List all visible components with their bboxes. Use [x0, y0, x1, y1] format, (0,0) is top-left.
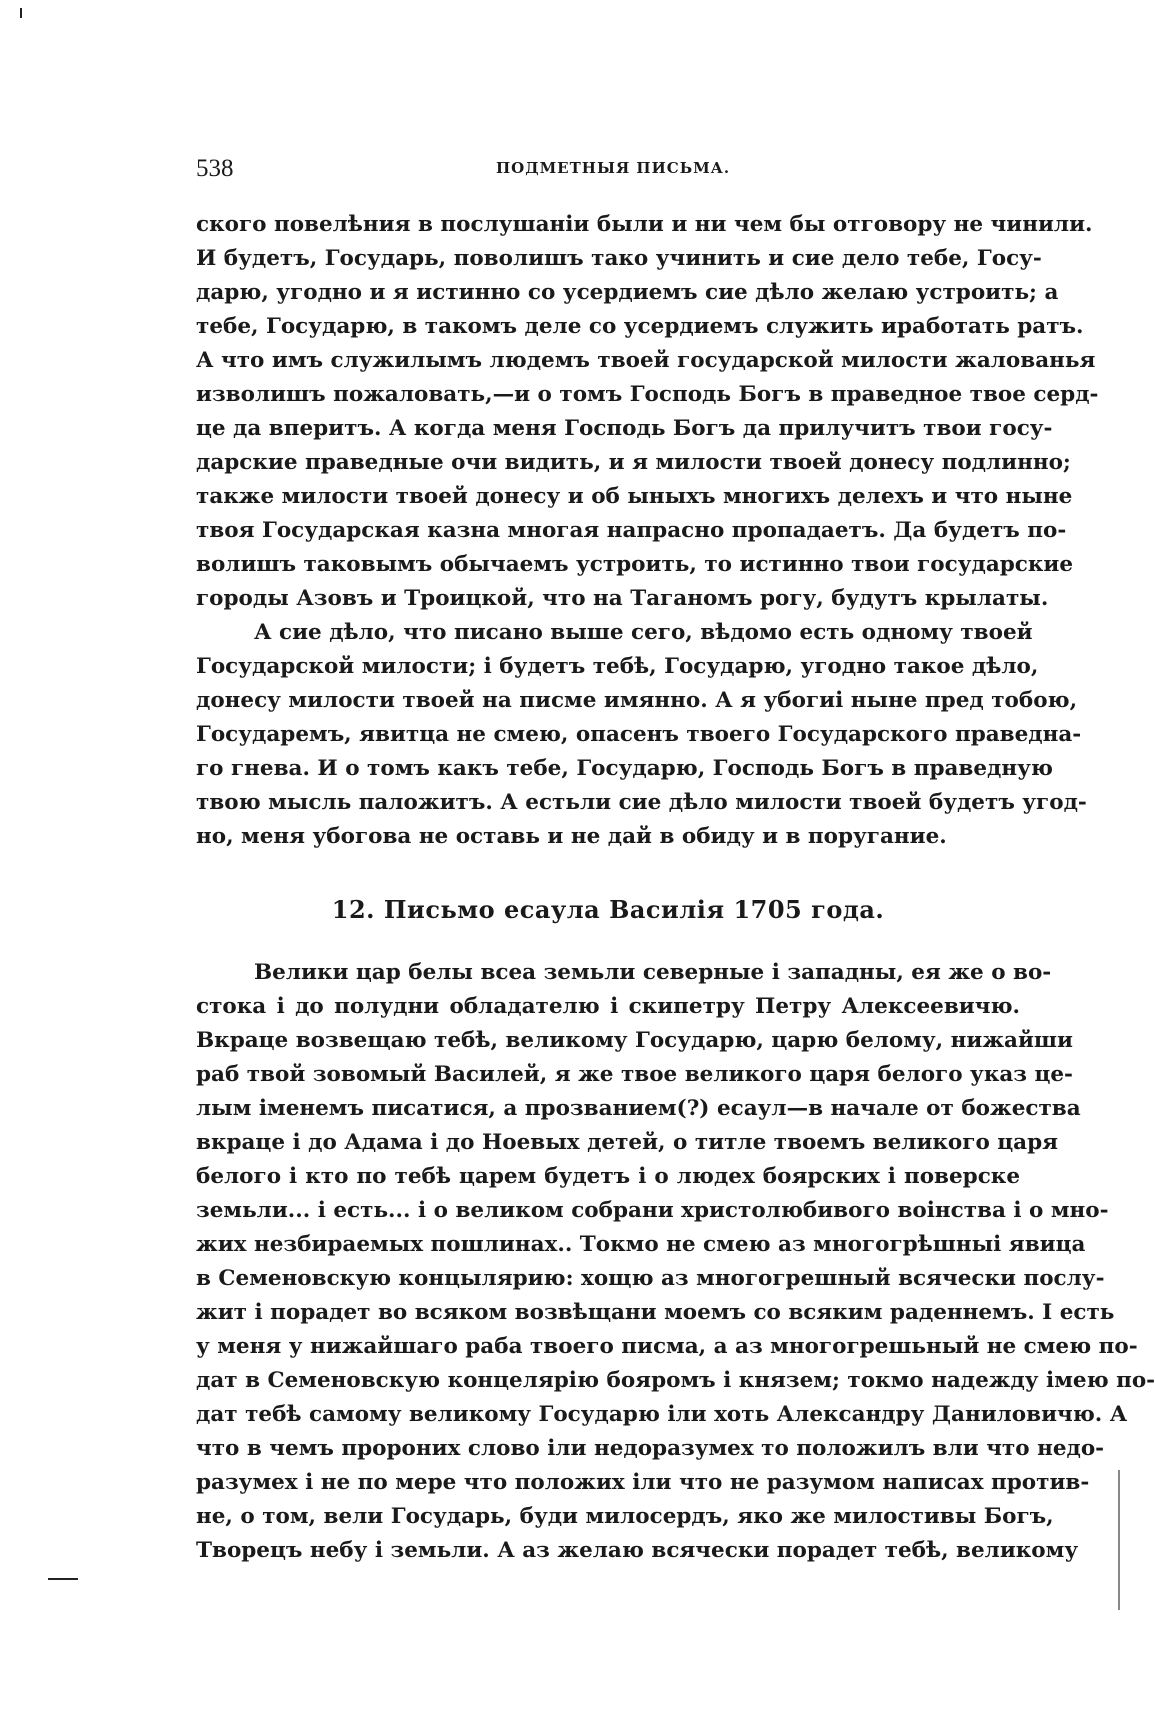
scan-mark — [20, 8, 22, 18]
page-header — [196, 155, 1020, 185]
text-line: раб твой зовомый Василей, я же твое великого царя белого указ це- — [196, 1062, 1073, 1087]
text-line: в Семеновскую концылярию: хощю аз многогрешный всячески послу- — [196, 1266, 1105, 1291]
paragraph — [196, 208, 1099, 616]
text-line: твоя Государская казна многая напрасно пропадаетъ. Да будетъ по- — [196, 518, 1067, 543]
paragraph — [196, 616, 1087, 854]
text-line: волишъ таковымъ обычаемъ устроить, то истинно твои государские — [196, 552, 1074, 577]
text-line: стока i до полудни обладателю i скипетру Петру Алексеевичю. — [196, 994, 1020, 1019]
body-text — [196, 208, 1155, 1568]
text-line: дат в Семеновскую концелярiю бояромъ i князем; токмо надежду iмею по- — [196, 1368, 1155, 1393]
text-line: у меня у нижайшаго раба твоего писма, а аз многогрешьный не смею по- — [196, 1334, 1138, 1359]
text-line: изволишъ пожаловать,—и о томъ Господь Богъ в праведное твое серд- — [196, 382, 1099, 407]
text-line: не, о том, вели Государь, буди милосердъ, яко же милостивы Богъ, — [196, 1504, 1054, 1529]
text-line: что в чемъ пророних слово iли недоразумех то положилъ вли что недо- — [196, 1436, 1105, 1461]
text-line: вкраце i до Адама i до Ноевых детей, о титле твоемъ великого царя — [196, 1130, 1059, 1155]
text-line: земьли... i есть... i о великом собрани христолюбивого воiнства i о мно- — [196, 1198, 1109, 1223]
text-line: белого i кто по тебѣ царем будетъ i о людех боярских i поверске — [196, 1164, 1020, 1189]
text-line: И будетъ, Государь, поволишъ тако учинить и сие дело тебе, Госу- — [196, 246, 1042, 271]
scan-mark — [48, 1578, 78, 1580]
text-line: це да вперитъ. А когда меня Господь Богъ да прилучитъ твои госу- — [196, 416, 1053, 441]
text-line: Государской милости; i будетъ тебѣ, Государю, угодно такое дѣло, — [196, 654, 1039, 679]
text-line: го гнева. И о томъ какъ тебе, Государю, Господь Богъ в праведную — [196, 756, 1053, 781]
text-line: Велики цар белы всеа земьли северные i западны, ея же о во- — [254, 960, 1052, 985]
text-line: но, меня убогова не оставь и не дай в обиду и в поругание. — [196, 824, 947, 849]
text-line: лым iменемъ писатися, а прозванием(?) есаул—в начале от божества — [196, 1096, 1081, 1121]
text-line: Вкраце возвещаю тебѣ, великому Государю, царю белому, нижайши — [196, 1028, 1073, 1053]
text-line: городы Азовъ и Троицкой, что на Таганомъ рогу, будутъ крылаты. — [196, 586, 1049, 611]
text-line: тебе, Государю, в такомъ деле со усердиемъ служить иработать ратъ. — [196, 314, 1084, 339]
text-line: А сие дѣло, что писано выше сего, вѣдомо есть одному твоей — [254, 620, 1033, 645]
text-line: жих незбираемых пошлинах.. Токмо не смею аз многогрѣшныi явица — [196, 1232, 1086, 1257]
text-line: разумех i не по мере что положих iли что не разумом написах против- — [196, 1470, 1090, 1495]
text-line: жит i порадет во всяком возвѣщани моемъ со всяким раденнемъ. I есть — [196, 1300, 1115, 1325]
text-line: дарские праведные очи видить, и я милости твоей донесу подлинно; — [196, 450, 1071, 475]
text-line: также милости твоей донесу и об ыныхъ многихъ делехъ и что ныне — [196, 484, 1073, 509]
text-line: твою мысль паложитъ. А естьли сие дѣло милости твоей будетъ угод- — [196, 790, 1087, 815]
text-line: дат тебѣ самому великому Государю iли хоть Александру Даниловичю. А — [196, 1402, 1128, 1427]
text-line: донесу милости твоей на писме имянно. А я убогиi ныне пред тобою, — [196, 688, 1078, 713]
running-head: ПОДМЕТНЫЯ ПИСЬМА. — [496, 159, 731, 177]
text-line: А что имъ служилымъ людемъ твоей государской милости жалованья — [196, 348, 1096, 373]
page-number: 538 — [196, 155, 234, 182]
text-line: Государемъ, явитца не смею, опасенъ твоего Государского праведна- — [196, 722, 1082, 747]
text-line: Творецъ небу i земьли. А аз желаю всячески порадет тебѣ, великому — [196, 1538, 1079, 1563]
paragraph — [196, 956, 1155, 1568]
text-line: дарю, угодно и я истинно со усердиемъ сие дѣло желаю устроить; а — [196, 280, 1059, 305]
scan-mark — [1118, 1470, 1120, 1610]
text-line: ского повелѣния в послушанiи были и ни чем бы отговору не чинили. — [196, 212, 1093, 237]
section-title: 12. Письмо есаула Василiя 1705 года. — [331, 895, 885, 924]
